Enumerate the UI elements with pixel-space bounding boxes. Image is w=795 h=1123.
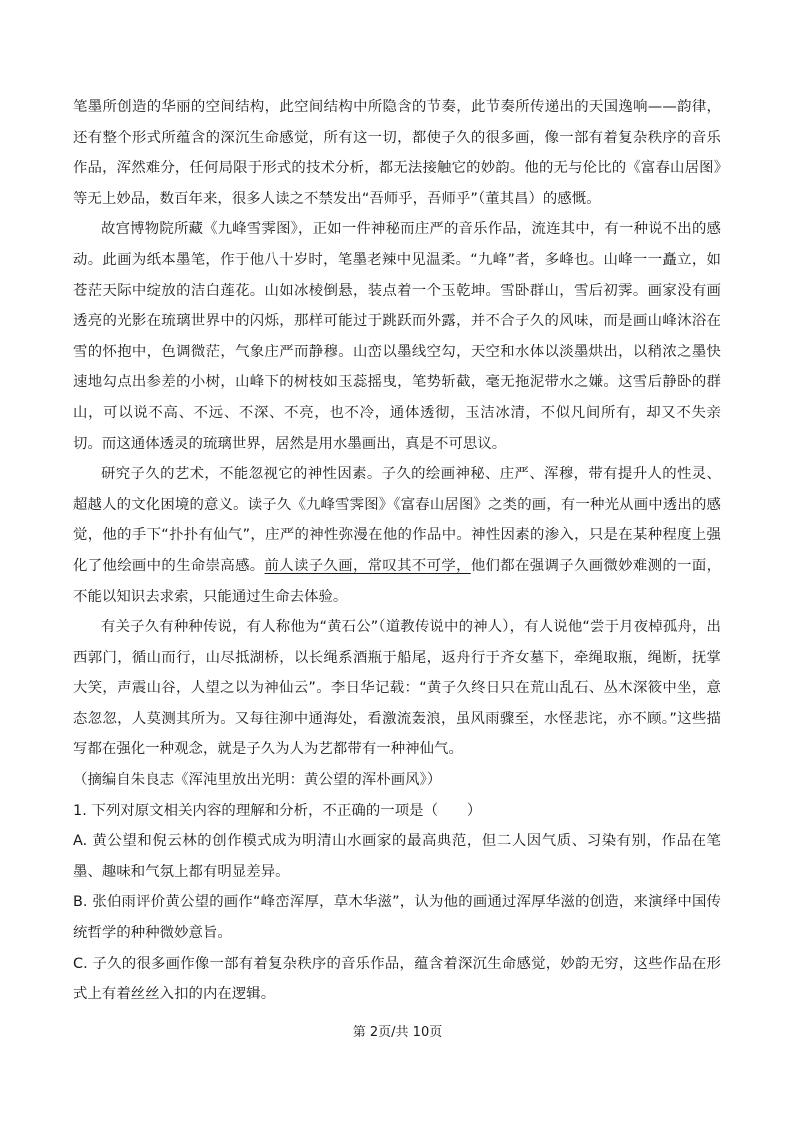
page-number: 第 2页/共 10页: [352, 1025, 443, 1040]
source-citation: （摘编自朱良志《浑沌里放出光明：黄公望的浑朴画风》）: [73, 772, 442, 789]
paragraph-4: 有关子久有种种传说，有人称他为“黄石公”（道教传说中的神人），有人说他“尝于月夜棹孤舟，出西郭门，循山而行，山尽抵湖桥，以长绳系酒瓶于船尾，返舟行于齐女墓下，牵绳取瓶，绳断，抚掌大笑，声震山谷，人望之以为神仙云”。李日华记载：“黄子久终日只在荒山乱石、丛木深筱中坐，意态忽忽，人莫测其所为。又每往泖中通海处，看激流轰浪，虽风雨骤至，水怪悲诧，亦不顾。”这些描写都在强化一种观念，就是子久为人为艺都带有一种神仙气。: [73, 619, 721, 758]
option-c: C. 子久的很多画作像一部有着复杂秩序的音乐作品，蕴含着深沉生命感觉，妙韵无穷，这些作品在形式上有着丝丝入扣的内在逻辑。: [73, 955, 721, 1003]
paragraph-3-text-after: 他们都在强调子久画微妙难测的一面，不能以知识去求索，只能通过生命去体验。: [73, 557, 722, 605]
paragraph-3: [73, 459, 721, 612]
paragraph-2: 故宫博物院所藏《九峰雪霁图》，正如一件神秘而庄严的音乐作品，流连其中，有一种说不出的感动。此画为纸本墨笔，作于他八十岁时，笔墨老辣中见温柔。“九峰”者，多峰也。山峰一一矗立，如苍茫天际中绽放的洁白莲花。山如冰棱倒悬，装点着一个玉乾坤。雪卧群山，雪后初霁。画家没有画透亮的光影在琉璃世界中的闪烁，那样可能过于跳跃而外露，并不合子久的风味，而是画山峰沐浴在雪的怀抱中，色调微茫，气象庄严而静穆。山峦以墨线空勾，天空和水体以淡墨烘出，以稍浓之墨快速地勾点出参差的小树，山峰下的树枝如玉蕊摇曳，笔势斩截，毫无拖泥带水之嫌。这雪后静卧的群山，可以说不高、不远、不深、不亮，也不冷，通体透彻，玉洁冰清，不似凡间所有，却又不失亲切。而这通体透灵的琉璃世界，居然是用水墨画出，真是不可思议。: [73, 221, 721, 452]
question-stem: 1. 下列对原文相关内容的理解和分析，不正确的一项是（ ）: [73, 802, 482, 819]
underlined-sentence: 前人读子久画，常叹其不可学，: [264, 557, 471, 574]
option-b: B. 张伯雨评价黄公望的画作“峰峦浑厚，草木华滋”，认为他的画通过浑厚华滋的创造，来演绎中国传统哲学的种种微妙意旨。: [73, 894, 721, 942]
paragraph-1: 笔墨所创造的华丽的空间结构，此空间结构中所隐含的节奏，此节奏所传递出的天国逸响——韵律，还有整个形式所蕴含的深沉生命感觉，所有这一切，都使子久的很多画，像一部有着复杂秩序的音乐作品，浑然难分，任何局限于形式的技术分析，都无法接触它的妙韵。他的无与伦比的《富春山居图》等无上妙品，数百年来，很多人读之不禁发出“吾师乎，吾师乎”（董其昌）的感慨。: [73, 99, 721, 207]
option-a: A. 黄公望和倪云林的创作模式成为明清山水画家的最高典范，但二人因气质、习染有别，作品在笔墨、趣味和气氛上都有明显差异。: [73, 833, 721, 880]
paragraph-3-text-before: 研究子久的艺术，不能忽视它的神性因素。子久的绘画神秘、庄严、浑穆，带有提升人的性灵、超越人的文化困境的意义。读子久《九峰雪霁图》《富春山居图》之类的画，有一种光从画中透出的感觉，他的手下“扑扑有仙气”，庄严的神性弥漫在他的作品中。神性因素的渗入，只是在某种程度上强化了他绘画中的生命崇高感。: [73, 466, 721, 574]
article-body: [73, 92, 721, 1010]
